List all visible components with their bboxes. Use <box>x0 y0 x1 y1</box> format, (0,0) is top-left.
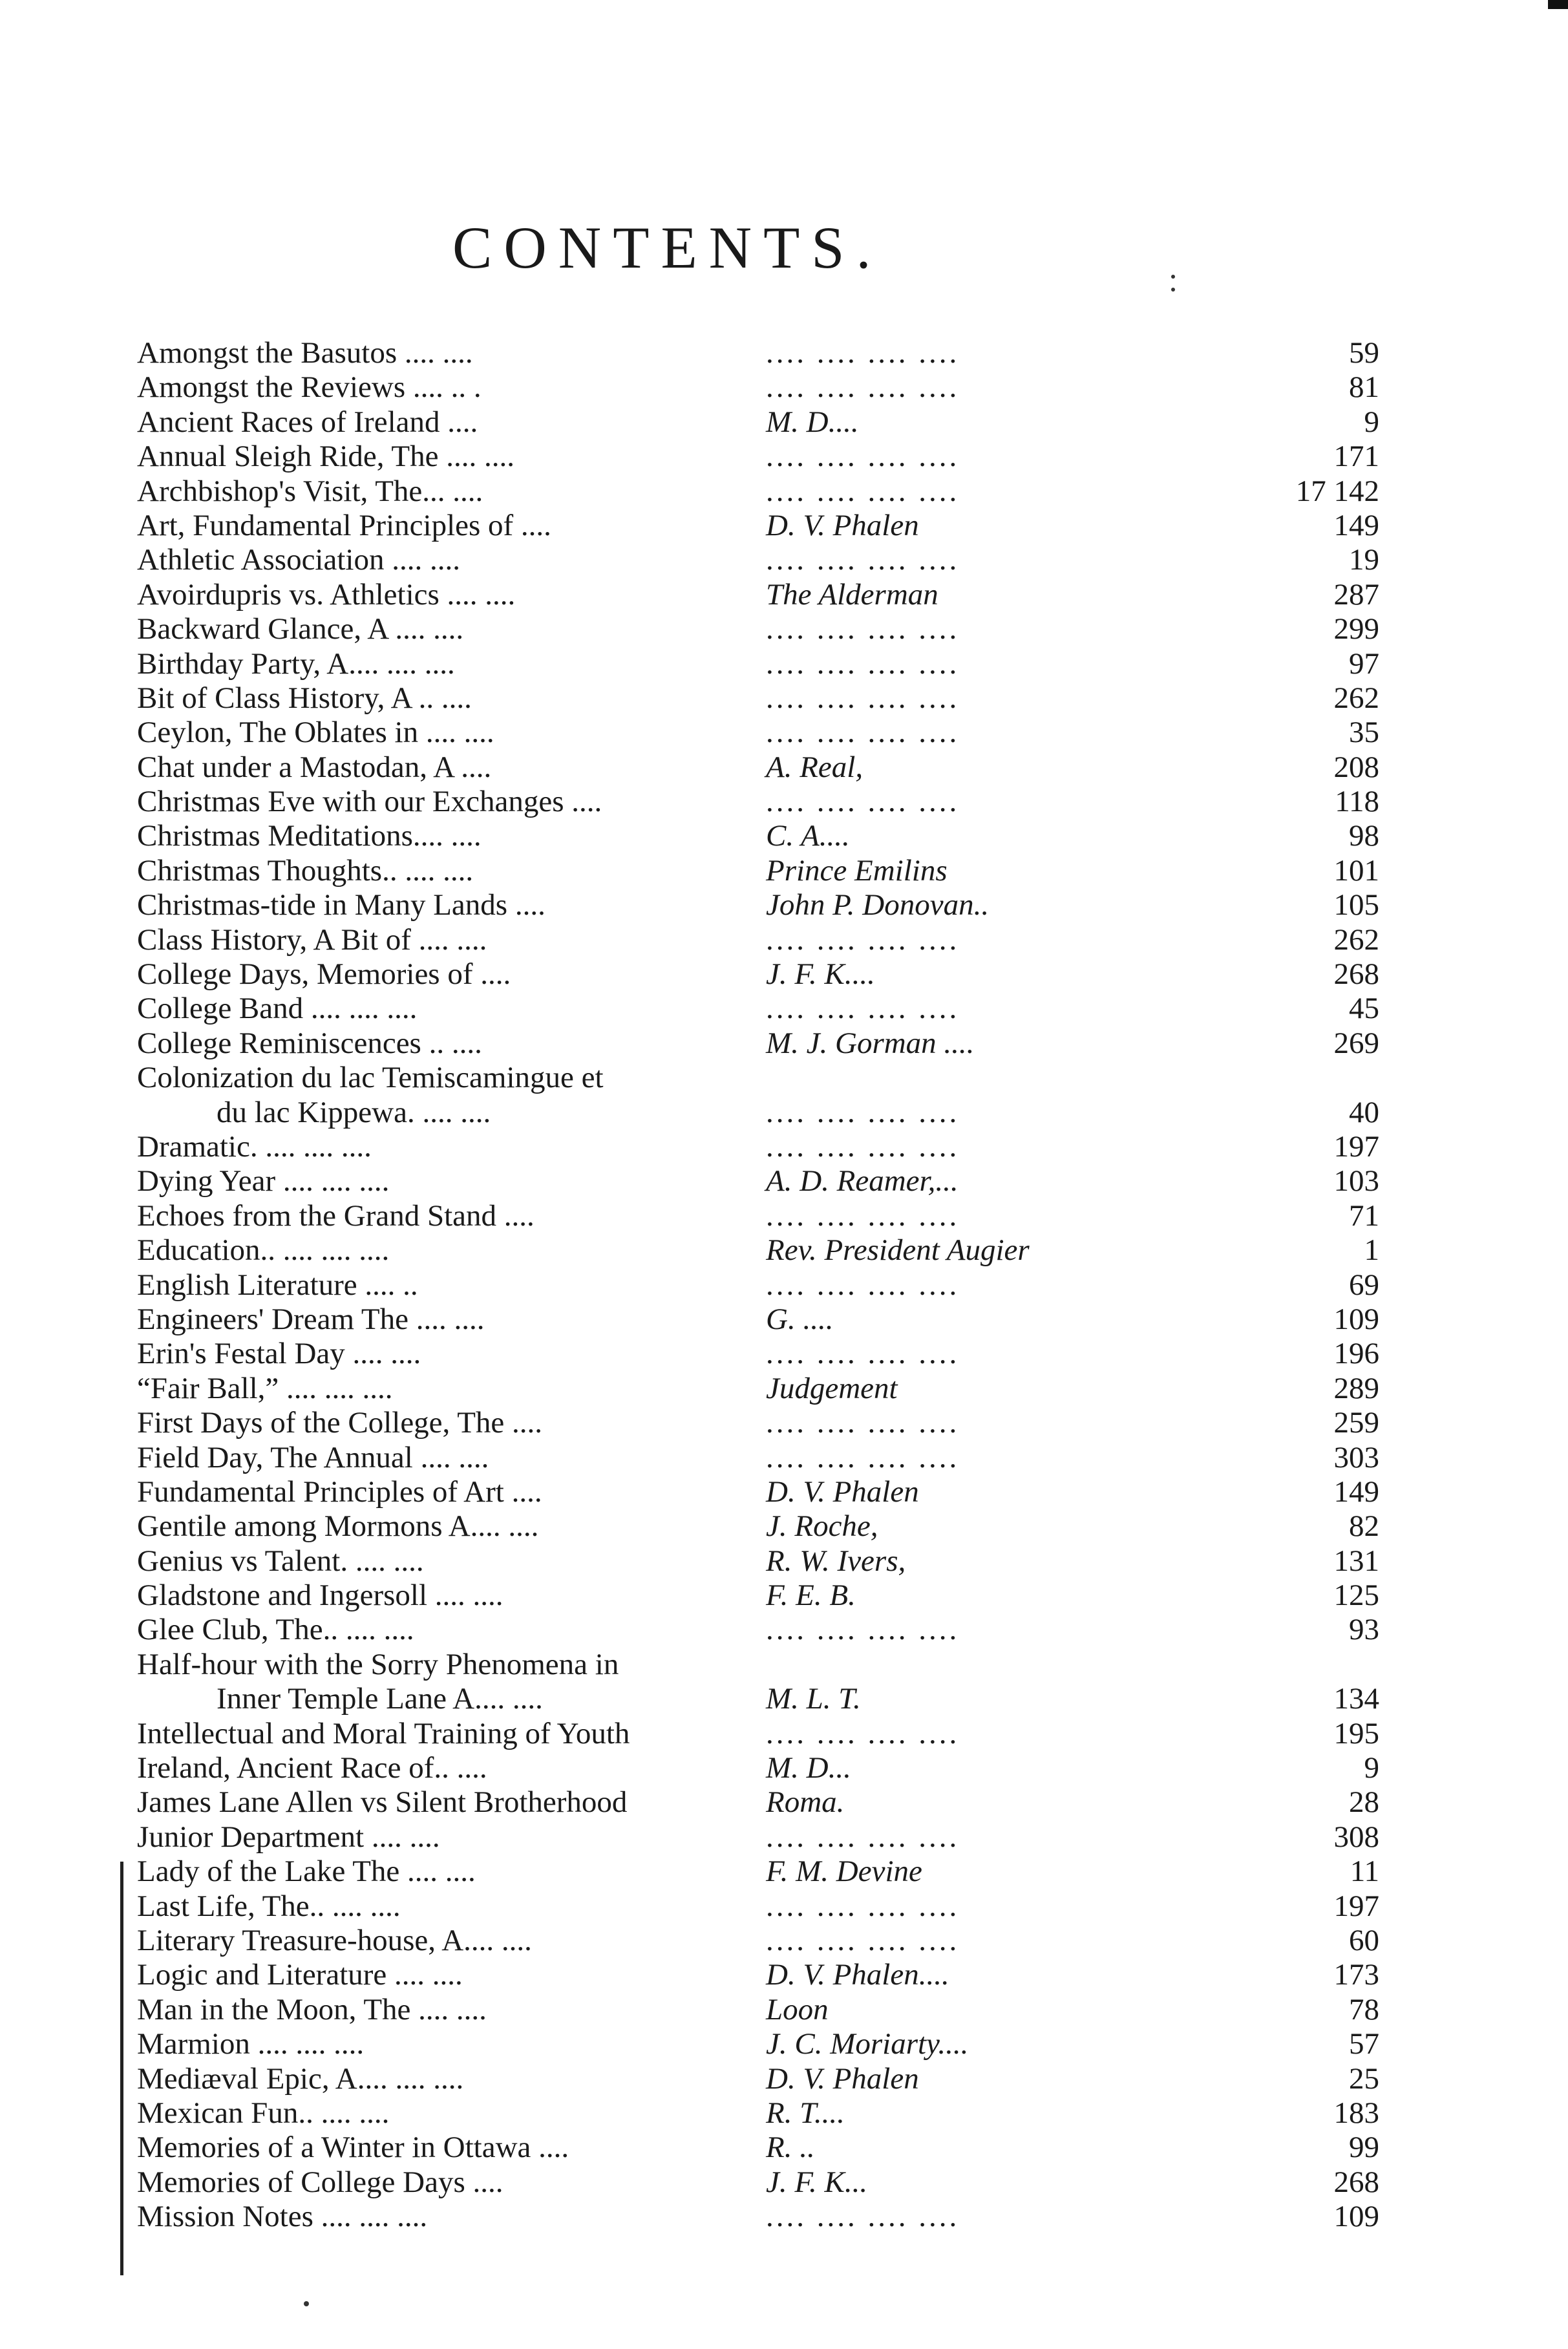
entry-title: “Fair Ball,” .... .... .... <box>137 1371 393 1405</box>
entry-page-number: 196 <box>1333 1337 1379 1371</box>
contents-entry <box>0 750 1568 785</box>
entry-title: Field Day, The Annual .... .... <box>137 1440 489 1474</box>
entry-title: Mission Notes .... .... .... <box>137 2200 428 2234</box>
contents-entry <box>0 1648 1568 1717</box>
entry-title: Amongst the Basutos .... .... <box>137 336 473 370</box>
entry-author: D. V. Phalen.... <box>766 1958 949 1992</box>
entry-author: C. A.... <box>766 819 850 853</box>
entry-leader-dots: .... .... .... .... <box>766 785 960 819</box>
entry-page-number: 45 <box>1349 992 1379 1026</box>
entry-author: D. V. Phalen <box>766 2061 919 2096</box>
entry-leader-dots: .... .... .... .... <box>766 646 960 681</box>
contents-entry <box>0 1233 1568 1268</box>
entry-author: F. E. B. <box>766 1578 856 1613</box>
contents-entry <box>0 923 1568 957</box>
entry-leader-dots: .... .... .... .... <box>766 1337 960 1371</box>
entry-leader-dots: .... .... .... .... <box>766 336 960 370</box>
entry-author: M. D.... <box>766 405 859 439</box>
entry-author: A. D. Reamer,... <box>766 1164 959 1198</box>
entry-page-number: 78 <box>1349 1992 1379 2026</box>
entry-title: Junior Department .... .... <box>137 1820 440 1854</box>
entry-page-number: 208 <box>1333 750 1379 784</box>
contents-entry <box>0 1026 1568 1061</box>
entry-page-number: 69 <box>1349 1268 1379 1302</box>
entry-title-continued: du lac Kippewa. .... .... <box>217 1095 491 1129</box>
entry-page-number: 125 <box>1333 1578 1379 1613</box>
entry-leader-dots: .... .... .... .... <box>766 1268 960 1302</box>
contents-entry <box>0 716 1568 750</box>
entry-title: Gladstone and Ingersoll .... .... <box>137 1578 503 1613</box>
entry-title: Intellectual and Moral Training of Youth <box>137 1716 630 1750</box>
contents-entry <box>0 336 1568 370</box>
entry-leader-dots: .... .... .... .... <box>766 1613 960 1647</box>
entry-page-number: 19 <box>1349 543 1379 577</box>
entry-title: Glee Club, The.. .... .... <box>137 1613 414 1647</box>
contents-entry <box>0 1613 1568 1647</box>
contents-entry <box>0 1441 1568 1475</box>
entry-page-number: 81 <box>1349 370 1379 405</box>
contents-entry <box>0 888 1568 922</box>
entry-page-number: 59 <box>1349 336 1379 370</box>
contents-entry <box>0 1889 1568 1924</box>
entry-page-number: 195 <box>1333 1716 1379 1750</box>
contents-entry <box>0 612 1568 646</box>
entry-page-number: 308 <box>1333 1820 1379 1854</box>
entry-author: R. .. <box>766 2131 815 2165</box>
entry-title: Annual Sleigh Ride, The .... .... <box>137 440 514 474</box>
contents-entry <box>0 1372 1568 1406</box>
entry-page-number: 183 <box>1333 2096 1379 2130</box>
entry-page-number: 289 <box>1333 1371 1379 1405</box>
entry-page-number: 131 <box>1333 1544 1379 1578</box>
entry-leader-dots: .... .... .... .... <box>766 1130 960 1164</box>
entry-title-continued: Inner Temple Lane A.... .... <box>217 1682 543 1716</box>
entry-leader-dots: .... .... .... .... <box>766 1716 960 1750</box>
contents-entry <box>0 1751 1568 1785</box>
entry-title: Ireland, Ancient Race of.. .... <box>137 1751 487 1785</box>
entry-author: G. .... <box>766 1302 834 1336</box>
entry-title: Colonization du lac Temiscamingue et <box>137 1061 604 1095</box>
entry-title: Gentile among Mormons A.... .... <box>137 1509 539 1544</box>
contents-entry <box>0 1130 1568 1164</box>
entry-author: J. F. K.... <box>766 957 875 992</box>
entry-page-number: 149 <box>1333 1474 1379 1509</box>
entry-page-number: 40 <box>1349 1095 1379 1129</box>
entry-author: Rev. President Augier <box>766 1233 1030 1268</box>
entry-leader-dots: .... .... .... .... <box>766 1406 960 1440</box>
entry-title: Half-hour with the Sorry Phenomena in <box>137 1647 619 1681</box>
entry-title: Marmion .... .... .... <box>137 2027 365 2061</box>
entry-page-number: 9 <box>1364 405 1379 439</box>
contents-entry <box>0 405 1568 440</box>
contents-entry <box>0 1820 1568 1855</box>
entry-title: Literary Treasure-house, A.... .... <box>137 1924 532 1957</box>
contents-entry <box>0 1993 1568 2027</box>
entry-title: Christmas Eve with our Exchanges .... <box>137 785 602 819</box>
entry-page-number: 97 <box>1349 646 1379 681</box>
contents-entry <box>0 1337 1568 1371</box>
entry-title: Erin's Festal Day .... .... <box>137 1337 421 1371</box>
entry-author: Loon <box>766 1992 829 2026</box>
entry-title: Amongst the Reviews .... .. . <box>137 370 482 405</box>
entry-title: Avoirdupris vs. Athletics .... .... <box>137 577 516 611</box>
entry-leader-dots: .... .... .... .... <box>766 922 960 957</box>
entry-title: Athletic Association .... .... <box>137 543 460 577</box>
entry-author: J. Roche, <box>766 1509 878 1544</box>
ink-mark <box>1548 0 1568 9</box>
entry-title: Mexican Fun.. .... .... <box>137 2096 390 2130</box>
entry-title: Logic and Literature .... .... <box>137 1958 463 1992</box>
entry-page-number: 101 <box>1333 853 1379 888</box>
ink-dot <box>1171 288 1175 292</box>
entry-page-number: 171 <box>1333 440 1379 474</box>
contents-entry <box>0 2027 1568 2061</box>
entry-page-number: 25 <box>1349 2061 1379 2096</box>
entry-page-number: 134 <box>1333 1682 1379 1716</box>
contents-entry <box>0 543 1568 577</box>
entry-title: Class History, A Bit of .... .... <box>137 922 487 957</box>
entry-author: M. L. T. <box>766 1682 861 1716</box>
entry-title: Dying Year .... .... .... <box>137 1164 390 1198</box>
entry-author: M. J. Gorman .... <box>766 1026 975 1060</box>
entry-author: M. D... <box>766 1751 851 1785</box>
contents-entry <box>0 1785 1568 1820</box>
entry-leader-dots: .... .... .... .... <box>766 474 960 508</box>
contents-entry <box>0 681 1568 716</box>
entry-leader-dots: .... .... .... .... <box>766 992 960 1026</box>
page-title: CONTENTS. <box>452 215 883 281</box>
entry-author: Judgement <box>766 1371 898 1405</box>
contents-entry <box>0 1164 1568 1198</box>
entry-page-number: 303 <box>1333 1440 1379 1474</box>
entry-page-number: 197 <box>1333 1130 1379 1164</box>
entry-title: Archbishop's Visit, The... .... <box>137 474 483 508</box>
entry-page-number: 118 <box>1335 785 1379 819</box>
entry-title: Education.. .... .... .... <box>137 1233 390 1268</box>
ink-dot <box>1171 275 1175 279</box>
entry-page-number: 93 <box>1349 1613 1379 1647</box>
contents-entry <box>0 1268 1568 1302</box>
entry-leader-dots: .... .... .... .... <box>766 370 960 405</box>
entry-page-number: 299 <box>1333 612 1379 646</box>
entry-leader-dots: .... .... .... .... <box>766 1820 960 1854</box>
contents-entry <box>0 1855 1568 1889</box>
contents-entry <box>0 2096 1568 2131</box>
entry-page-number: 105 <box>1333 888 1379 922</box>
entry-title: Dramatic. .... .... .... <box>137 1130 372 1164</box>
entry-author: The Alderman <box>766 577 938 611</box>
entry-author: Prince Emilins <box>766 853 948 888</box>
entry-page-number: 17 142 <box>1295 474 1379 508</box>
entry-title: Christmas-tide in Many Lands .... <box>137 888 546 922</box>
margin-rule <box>120 1862 123 2275</box>
entry-page-number: 259 <box>1333 1406 1379 1440</box>
entry-page-number: 287 <box>1333 577 1379 611</box>
entry-title: Ancient Races of Ireland .... <box>137 405 478 439</box>
entry-title: Chat under a Mastodan, A .... <box>137 750 492 784</box>
ink-dot <box>304 2301 309 2306</box>
entry-leader-dots: .... .... .... .... <box>766 2200 960 2234</box>
entry-page-number: 28 <box>1349 1785 1379 1820</box>
entry-author: J. F. K... <box>766 2165 868 2199</box>
entry-page-number: 268 <box>1333 957 1379 992</box>
contents-entry <box>0 2131 1568 2165</box>
entry-page-number: 1 <box>1364 1233 1379 1268</box>
entry-page-number: 109 <box>1333 1302 1379 1336</box>
contents-entry <box>0 1958 1568 1992</box>
entry-title: Man in the Moon, The .... .... <box>137 1992 487 2026</box>
entry-page-number: 197 <box>1333 1889 1379 1923</box>
contents-entry <box>0 957 1568 992</box>
contents-entry <box>0 1199 1568 1233</box>
entry-page-number: 57 <box>1349 2027 1379 2061</box>
entry-leader-dots: .... .... .... .... <box>766 543 960 577</box>
entry-title: Memories of a Winter in Ottawa .... <box>137 2131 569 2165</box>
contents-entry <box>0 1475 1568 1509</box>
entry-title: College Band .... .... .... <box>137 992 418 1026</box>
entry-author: D. V. Phalen <box>766 508 919 542</box>
entry-page-number: 268 <box>1333 2165 1379 2199</box>
entry-author: R. T.... <box>766 2096 845 2130</box>
contents-entry <box>0 370 1568 405</box>
entry-leader-dots: .... .... .... .... <box>766 681 960 715</box>
contents-entry <box>0 2200 1568 2234</box>
entry-author: John P. Donovan.. <box>766 888 990 922</box>
entry-page-number: 149 <box>1333 508 1379 542</box>
contents-entry <box>0 440 1568 474</box>
entry-title: Fundamental Principles of Art .... <box>137 1474 542 1509</box>
contents-entry <box>0 785 1568 819</box>
entry-author: A. Real, <box>766 750 863 784</box>
entry-leader-dots: .... .... .... .... <box>766 1095 960 1129</box>
contents-entry <box>0 2165 1568 2200</box>
entry-title: Echoes from the Grand Stand .... <box>137 1198 535 1233</box>
contents-entry <box>0 1924 1568 1958</box>
entry-title: Bit of Class History, A .. .... <box>137 681 472 715</box>
entry-title: Birthday Party, A.... .... .... <box>137 646 455 681</box>
entry-leader-dots: .... .... .... .... <box>766 440 960 474</box>
entry-page-number: 60 <box>1349 1924 1379 1957</box>
entry-author: R. W. Ivers, <box>766 1544 906 1578</box>
contents-entry <box>0 819 1568 853</box>
contents-list <box>0 336 1568 2235</box>
contents-entry <box>0 2062 1568 2096</box>
entry-leader-dots: .... .... .... .... <box>766 1440 960 1474</box>
contents-entry <box>0 1578 1568 1613</box>
entry-page-number: 269 <box>1333 1026 1379 1060</box>
entry-page-number: 103 <box>1333 1164 1379 1198</box>
entry-leader-dots: .... .... .... .... <box>766 612 960 646</box>
entry-title: College Reminiscences .. .... <box>137 1026 482 1060</box>
entry-author: F. M. Devine <box>766 1855 922 1889</box>
entry-page-number: 173 <box>1333 1958 1379 1992</box>
entry-page-number: 9 <box>1364 1751 1379 1785</box>
entry-author: Roma. <box>766 1785 845 1820</box>
entry-title: Christmas Thoughts.. .... .... <box>137 853 474 888</box>
entry-title: Lady of the Lake The .... .... <box>137 1855 476 1889</box>
entry-title: James Lane Allen vs Silent Brotherhood <box>137 1785 628 1820</box>
entry-leader-dots: .... .... .... .... <box>766 1924 960 1957</box>
contents-entry <box>0 647 1568 681</box>
entry-title: Art, Fundamental Principles of .... <box>137 508 551 542</box>
entry-title: First Days of the College, The .... <box>137 1406 543 1440</box>
contents-entry <box>0 1302 1568 1337</box>
entry-page-number: 82 <box>1349 1509 1379 1544</box>
entry-leader-dots: .... .... .... .... <box>766 716 960 750</box>
entry-title: Engineers' Dream The .... .... <box>137 1302 485 1336</box>
entry-title: English Literature .... .. <box>137 1268 418 1302</box>
entry-leader-dots: .... .... .... .... <box>766 1889 960 1923</box>
contents-entry <box>0 1406 1568 1440</box>
contents-entry <box>0 1544 1568 1578</box>
entry-title: Mediæval Epic, A.... .... .... <box>137 2061 464 2096</box>
entry-page-number: 11 <box>1350 1855 1379 1889</box>
entry-title: Memories of College Days .... <box>137 2165 503 2199</box>
entry-author: J. C. Moriarty.... <box>766 2027 969 2061</box>
entry-title: Christmas Meditations.... .... <box>137 819 482 853</box>
contents-entry <box>0 1509 1568 1544</box>
contents-entry <box>0 578 1568 612</box>
entry-title: College Days, Memories of .... <box>137 957 511 992</box>
entry-title: Last Life, The.. .... .... <box>137 1889 401 1923</box>
entry-title: Genius vs Talent. .... .... <box>137 1544 424 1578</box>
contents-entry <box>0 1061 1568 1130</box>
contents-entry <box>0 1717 1568 1751</box>
entry-page-number: 109 <box>1333 2200 1379 2234</box>
contents-entry <box>0 854 1568 888</box>
entry-page-number: 262 <box>1333 922 1379 957</box>
entry-page-number: 35 <box>1349 716 1379 750</box>
contents-entry <box>0 509 1568 543</box>
entry-page-number: 98 <box>1349 819 1379 853</box>
entry-leader-dots: .... .... .... .... <box>766 1198 960 1233</box>
entry-page-number: 99 <box>1349 2131 1379 2165</box>
contents-entry <box>0 474 1568 509</box>
entry-page-number: 71 <box>1349 1198 1379 1233</box>
entry-page-number: 262 <box>1333 681 1379 715</box>
entry-author: D. V. Phalen <box>766 1474 919 1509</box>
entry-title: Ceylon, The Oblates in .... .... <box>137 716 494 750</box>
contents-entry <box>0 992 1568 1026</box>
entry-title: Backward Glance, A .... .... <box>137 612 464 646</box>
